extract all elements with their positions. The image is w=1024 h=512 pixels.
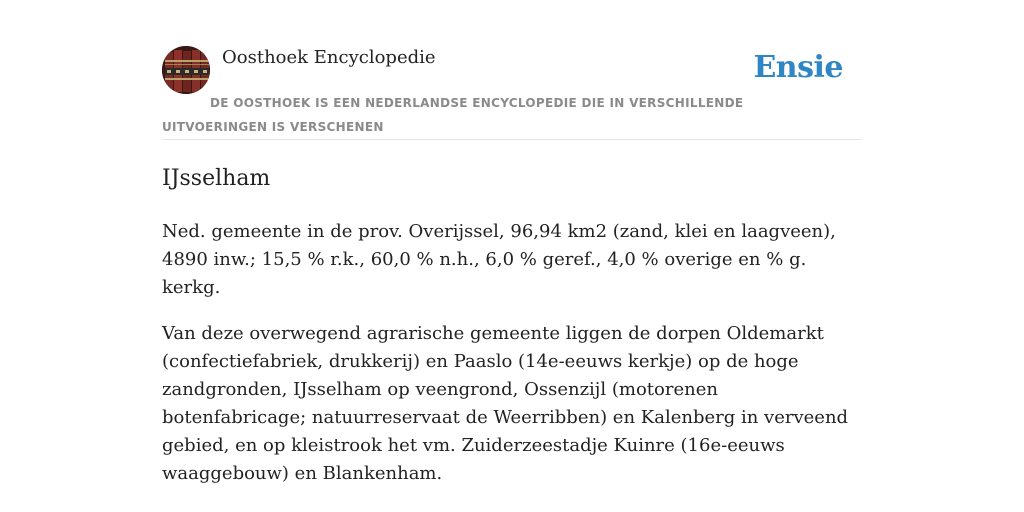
article-paragraph: Van deze overwegend agrarische gemeente liggen de dorpen Oldemarkt (confectiefabriek, drukkerij) en Paaslo (14e-eeuws kerkje) op de hoge zandgronden, IJsselham op veengrond, Ossenzijl (motorenen botenfabricage; natuurreservaat de Weerribben) en Kalenberg in verveend gebied, en op kleistrook het vm. Zuiderzeestadje Kuinre (16e-eeuws waaggebouw) en Blankenham. xyxy=(162,323,849,484)
article-title: IJsselham xyxy=(162,166,271,191)
publication-subtitle: DE OOSTHOEK IS EEN NEDERLANDSE ENCYCLOPEDIE DIE IN VERSCHILLENDE UITVOERINGEN IS VERSCHENEN xyxy=(162,96,744,134)
page-container xyxy=(162,46,862,488)
encyclopedia-books-icon[interactable] xyxy=(162,46,210,94)
publication-header xyxy=(162,46,862,140)
article-paragraph: Ned. gemeente in de prov. Overijssel, 96,94 km2 (zand, klei en laagveen), 4890 inw.; 15,5 % r.k., 60,0 % n.h., 6,0 % geref., 4,0 % overige en % g. kerkg. xyxy=(162,221,836,298)
publication-name[interactable]: Oosthoek Encyclopedie xyxy=(222,47,436,68)
ensie-logo-link[interactable]: Ensie xyxy=(753,50,843,85)
